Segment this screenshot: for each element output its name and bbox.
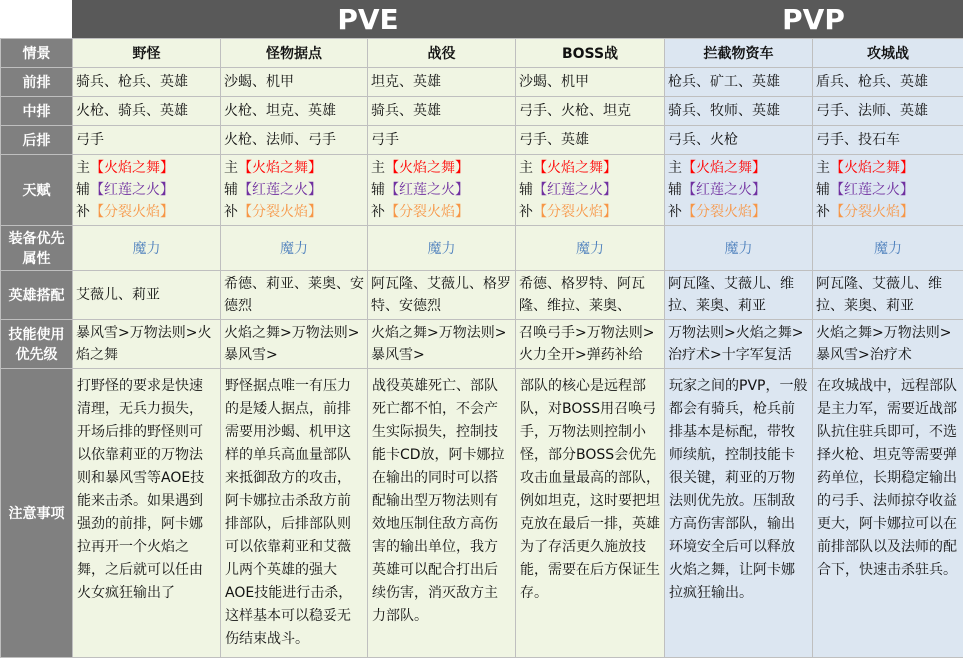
bracket-close: 】 (900, 160, 914, 176)
row-label-heroes: 英雄搭配 (1, 271, 73, 320)
bracket-open: 【 (90, 160, 104, 176)
pvp-banner: PVP (664, 0, 963, 38)
column-header: 野怪 (73, 39, 221, 68)
bracket-close: 】 (752, 160, 766, 176)
strategy-table (0, 38, 963, 658)
table-row (1, 369, 963, 658)
table-row (1, 68, 963, 97)
row-label-talent: 天赋 (1, 155, 73, 226)
talent-cell (368, 155, 516, 226)
talent-name: 分裂火焰 (104, 204, 160, 220)
talent-line (668, 201, 809, 223)
talent-role: 主 (519, 160, 533, 176)
row-label-scenario: 情景 (1, 39, 73, 68)
bracket-close: 】 (455, 204, 469, 220)
skill-priority-cell: 火焰之舞>万物法则>暴风雪>治疗术 (813, 320, 963, 369)
talent-line (76, 201, 217, 223)
equipment-attribute: 魔力 (73, 226, 221, 271)
bracket-open: 【 (682, 204, 696, 220)
equipment-attribute: 魔力 (665, 226, 813, 271)
formation-cell: 弓手、火枪、坦克 (516, 97, 665, 126)
skill-priority-cell: 万物法则>火焰之舞>治疗术>十字军复活 (665, 320, 813, 369)
notes-cell: 部队的核心是远程部队，对BOSS用召唤弓手，万物法则控制小怪，部分BOSS会优先攻击血量最高的部队，例如坦克，这时要把坦克放在最后一排，英雄为了存活更久施放技能，需要在后方保证生存。 (516, 369, 665, 658)
talent-name: 火焰之舞 (547, 160, 603, 176)
bracket-close: 】 (752, 182, 766, 198)
equipment-attribute: 魔力 (516, 226, 665, 271)
formation-cell: 坦克、英雄 (368, 68, 516, 97)
bracket-open: 【 (682, 182, 696, 198)
bracket-open: 【 (533, 204, 547, 220)
bracket-close: 】 (308, 204, 322, 220)
table-row (1, 126, 963, 155)
talent-name: 火焰之舞 (844, 160, 900, 176)
formation-cell: 枪兵、矿工、英雄 (665, 68, 813, 97)
formation-cell: 骑兵、枪兵、英雄 (73, 68, 221, 97)
talent-line (816, 157, 960, 179)
formation-cell: 骑兵、英雄 (368, 97, 516, 126)
bracket-close: 】 (900, 204, 914, 220)
talent-role: 主 (371, 160, 385, 176)
talent-role: 辅 (224, 182, 238, 198)
talent-name: 红莲之火 (696, 182, 752, 198)
talent-role: 主 (224, 160, 238, 176)
talent-name: 分裂火焰 (399, 204, 455, 220)
talent-name: 红莲之火 (547, 182, 603, 198)
row-label-equipment: 装备优先属性 (1, 226, 73, 271)
row-label-middle: 中排 (1, 97, 73, 126)
talent-name: 红莲之火 (104, 182, 160, 198)
formation-cell: 弓手 (73, 126, 221, 155)
talent-line (224, 179, 364, 201)
table-row (1, 226, 963, 271)
talent-line (371, 157, 512, 179)
bracket-close: 】 (455, 160, 469, 176)
talent-line (668, 157, 809, 179)
row-label-front: 前排 (1, 68, 73, 97)
bracket-open: 【 (238, 204, 252, 220)
hero-combo-cell: 阿瓦隆、艾薇儿、维拉、莱奥、莉亚 (665, 271, 813, 320)
talent-cell (665, 155, 813, 226)
talent-line (224, 157, 364, 179)
bracket-close: 】 (160, 182, 174, 198)
bracket-open: 【 (238, 160, 252, 176)
talent-line (519, 201, 661, 223)
pve-banner: PVE (72, 0, 664, 38)
talent-line (371, 179, 512, 201)
formation-cell: 火枪、坦克、英雄 (221, 97, 368, 126)
hero-combo-cell: 希德、格罗特、阿瓦隆、维拉、莱奥、 (516, 271, 665, 320)
talent-name: 火焰之舞 (696, 160, 752, 176)
talent-name: 火焰之舞 (399, 160, 455, 176)
skill-priority-cell: 火焰之舞>万物法则>暴风雪> (221, 320, 368, 369)
talent-role: 补 (224, 204, 238, 220)
formation-cell: 沙蝎、机甲 (516, 68, 665, 97)
formation-cell: 弓手 (368, 126, 516, 155)
bracket-close: 】 (455, 182, 469, 198)
formation-cell: 弓手、法师、英雄 (813, 97, 963, 126)
notes-cell: 打野怪的要求是快速清理，无兵力损失，开场后排的野怪则可以依靠莉亚的万物法则和暴风雪等AOE技能来击杀。如果遇到强劲的前排，阿卡娜拉再开一个火焰之舞，之后就可以任由火女疯狂输出了 (73, 369, 221, 658)
row-label-skills: 技能使用优先级 (1, 320, 73, 369)
talent-cell (221, 155, 368, 226)
talent-name: 红莲之火 (252, 182, 308, 198)
talent-cell (516, 155, 665, 226)
bracket-open: 【 (238, 182, 252, 198)
formation-cell: 弓兵、火枪 (665, 126, 813, 155)
table-row (1, 271, 963, 320)
table-row (1, 320, 963, 369)
notes-cell: 野怪据点唯一有压力的是矮人据点，前排需要用沙蝎、机甲这样的单兵高血量部队来抵御敌方的攻击，阿卡娜拉击杀敌方前排部队，后排部队则可以依靠莉亚和艾薇儿两个英雄的强大AOE技能进行击杀，这样基本可以稳妥无伤结束战斗。 (221, 369, 368, 658)
bracket-close: 】 (603, 204, 617, 220)
talent-line (816, 201, 960, 223)
column-header: BOSS战 (516, 39, 665, 68)
bracket-open: 【 (90, 204, 104, 220)
hero-combo-cell: 艾薇儿、莉亚 (73, 271, 221, 320)
formation-cell: 弓手、英雄 (516, 126, 665, 155)
talent-role: 辅 (668, 182, 682, 198)
hero-combo-cell: 阿瓦隆、艾薇儿、格罗特、安德烈 (368, 271, 516, 320)
formation-cell: 火枪、法师、弓手 (221, 126, 368, 155)
equipment-attribute: 魔力 (368, 226, 516, 271)
talent-role: 补 (668, 204, 682, 220)
bracket-close: 】 (752, 204, 766, 220)
talent-role: 辅 (519, 182, 533, 198)
talent-name: 红莲之火 (844, 182, 900, 198)
skill-priority-cell: 暴风雪>万物法则>火焰之舞 (73, 320, 221, 369)
formation-cell: 火枪、骑兵、英雄 (73, 97, 221, 126)
talent-name: 分裂火焰 (547, 204, 603, 220)
talent-role: 辅 (76, 182, 90, 198)
bracket-open: 【 (830, 182, 844, 198)
row-label-notes: 注意事项 (1, 369, 73, 658)
bracket-close: 】 (308, 160, 322, 176)
table-row (1, 39, 963, 68)
talent-role: 辅 (371, 182, 385, 198)
bracket-open: 【 (533, 182, 547, 198)
talent-line (519, 157, 661, 179)
equipment-attribute: 魔力 (813, 226, 963, 271)
bracket-open: 【 (830, 160, 844, 176)
bracket-close: 】 (603, 182, 617, 198)
talent-name: 火焰之舞 (104, 160, 160, 176)
talent-line (519, 179, 661, 201)
bracket-close: 】 (160, 204, 174, 220)
talent-name: 红莲之火 (399, 182, 455, 198)
talent-cell (813, 155, 963, 226)
bracket-open: 【 (385, 182, 399, 198)
skill-priority-cell: 召唤弓手>万物法则>火力全开>弹药补给 (516, 320, 665, 369)
bracket-open: 【 (90, 182, 104, 198)
talent-name: 分裂火焰 (844, 204, 900, 220)
talent-role: 补 (519, 204, 533, 220)
talent-line (371, 201, 512, 223)
notes-cell: 玩家之间的PVP，一般都会有骑兵，枪兵前排基本是标配，带牧师续航，控制技能卡很关键，莉亚的万物法则优先放。压制敌方高伤害部队，输出环境安全后可以释放火焰之舞，让阿卡娜拉疯狂输出。 (665, 369, 813, 658)
bracket-open: 【 (385, 204, 399, 220)
talent-name: 火焰之舞 (252, 160, 308, 176)
table-row (1, 155, 963, 226)
talent-line (668, 179, 809, 201)
bracket-close: 】 (160, 160, 174, 176)
bracket-open: 【 (830, 204, 844, 220)
hero-combo-cell: 阿瓦隆、艾薇儿、维拉、莱奥、莉亚 (813, 271, 963, 320)
talent-name: 分裂火焰 (696, 204, 752, 220)
talent-line (76, 157, 217, 179)
hero-combo-cell: 希德、莉亚、莱奥、安德烈 (221, 271, 368, 320)
bracket-open: 【 (385, 160, 399, 176)
talent-role: 主 (76, 160, 90, 176)
bracket-close: 】 (308, 182, 322, 198)
talent-role: 补 (816, 204, 830, 220)
talent-line (224, 201, 364, 223)
talent-cell (73, 155, 221, 226)
column-header: 攻城战 (813, 39, 963, 68)
equipment-attribute: 魔力 (221, 226, 368, 271)
skill-priority-cell: 火焰之舞>万物法则>暴风雪> (368, 320, 516, 369)
formation-cell: 骑兵、牧师、英雄 (665, 97, 813, 126)
bracket-open: 【 (533, 160, 547, 176)
formation-cell: 弓手、投石车 (813, 126, 963, 155)
talent-role: 补 (371, 204, 385, 220)
column-header: 怪物据点 (221, 39, 368, 68)
formation-cell: 沙蝎、机甲 (221, 68, 368, 97)
talent-role: 主 (816, 160, 830, 176)
talent-line (76, 179, 217, 201)
bracket-open: 【 (682, 160, 696, 176)
talent-role: 辅 (816, 182, 830, 198)
notes-cell: 在攻城战中，远程部队是主力军，需要近战部队抗住驻兵即可，不选择火枪、坦克等需要弹药单位，长期稳定输出的弓手、法师掠夺收益更大，阿卡娜拉可以在前排部队以及法师的配合下，快速击杀驻兵。 (813, 369, 963, 658)
talent-name: 分裂火焰 (252, 204, 308, 220)
talent-line (816, 179, 960, 201)
column-header: 拦截物资车 (665, 39, 813, 68)
bracket-close: 】 (900, 182, 914, 198)
formation-cell: 盾兵、枪兵、英雄 (813, 68, 963, 97)
row-label-back: 后排 (1, 126, 73, 155)
notes-cell: 战役英雄死亡、部队死亡都不怕，不会产生实际损失，控制技能卡CD放，阿卡娜拉在输出的同时可以搭配输出型万物法则有效地压制住敌方高伤害的输出单位，我方英雄可以配合打出后续伤害，消灭敌方主力部队。 (368, 369, 516, 658)
talent-role: 主 (668, 160, 682, 176)
column-header: 战役 (368, 39, 516, 68)
bracket-close: 】 (603, 160, 617, 176)
table-row (1, 97, 963, 126)
talent-role: 补 (76, 204, 90, 220)
